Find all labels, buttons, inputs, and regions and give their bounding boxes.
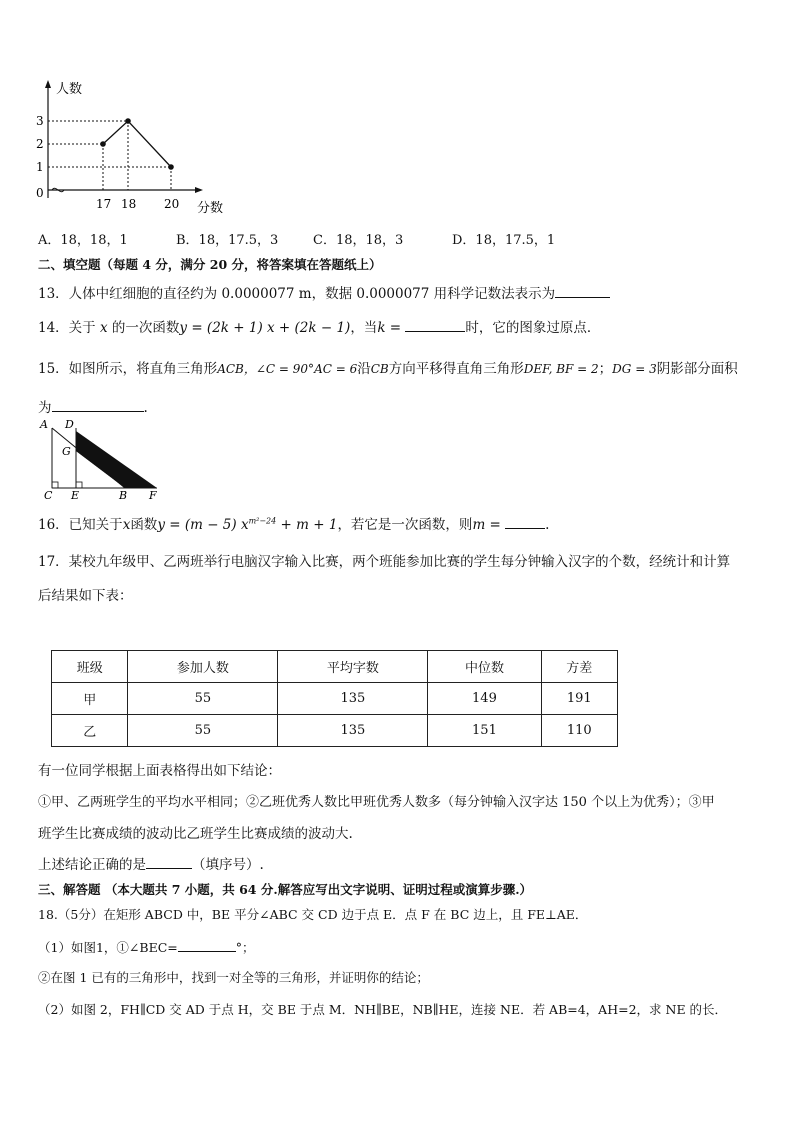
table-header: 平均字数 xyxy=(278,651,428,683)
q14-var: x xyxy=(99,320,108,336)
question-15 xyxy=(38,357,738,377)
label-c: C xyxy=(44,489,53,502)
y-tick-label: 3 xyxy=(36,114,44,128)
label-g: G xyxy=(62,445,71,458)
q15-cb: CB xyxy=(370,362,389,376)
series-line xyxy=(103,121,171,167)
q15-p2: ，∠C = 90° xyxy=(243,362,315,376)
question-15-cont: 为 . xyxy=(38,396,148,416)
q18-line2-prefix: （1）如图1，①∠BEC= xyxy=(38,940,178,955)
table-cell: 110 xyxy=(541,715,617,747)
table-header: 方差 xyxy=(541,651,617,683)
q16-formula-b: + m + 1 xyxy=(276,517,338,533)
table-cell: 55 xyxy=(128,683,278,715)
chart-guides xyxy=(48,121,171,190)
table-cell: 55 xyxy=(128,715,278,747)
label-d: D xyxy=(65,418,74,431)
conclusion-answer-blank[interactable] xyxy=(146,854,192,869)
translated-triangles-figure xyxy=(35,418,165,504)
q15-p4: 沿 xyxy=(357,361,371,377)
option-b[interactable]: B．18，17.5，3 xyxy=(176,233,279,248)
q14-formula: y = (2k + 1) x + (2k − 1) xyxy=(179,320,351,336)
x-axis-label: 分数 xyxy=(197,201,224,216)
q16-answer-blank[interactable] xyxy=(505,514,545,529)
chart-series xyxy=(100,118,174,170)
question-17-line1: 17．某校九年级甲、乙两班举行电脑汉字输入比赛，两个班能参加比赛的学生每分钟输入汉字的个数，经统计和计算 xyxy=(38,554,731,570)
q16-p4: . xyxy=(545,517,550,533)
q16-m-eq: m = xyxy=(472,517,501,533)
table-cell: 甲 xyxy=(52,683,128,715)
question-18-line4: （2）如图 2，FH∥CD 交 AD 于点 H，交 BE 于点 M．NH∥BE，NB∥HE，连接 NE．若 AB=4，AH=2，求 NE 的长． xyxy=(38,1002,728,1017)
conclusion-answer-prefix: 上述结论正确的是 xyxy=(38,857,146,873)
conclusion-answer-suffix: （填序号）. xyxy=(192,857,264,873)
option-c[interactable]: C．18，18，3 xyxy=(313,233,404,248)
option-a[interactable]: A．18，18，1 xyxy=(38,233,128,248)
chart-ticks xyxy=(36,114,179,211)
question-13 xyxy=(38,282,610,302)
q14-suffix: 时，它的图象过原点． xyxy=(465,320,601,336)
conclusion-answer xyxy=(38,853,264,873)
label-a: A xyxy=(40,418,48,431)
q15-tri1: ACB xyxy=(217,362,244,376)
x-tick-label: 20 xyxy=(164,197,180,211)
table-header: 参加人数 xyxy=(128,651,278,683)
table-cell: 135 xyxy=(278,715,428,747)
q16-exponent: m²−24 xyxy=(248,516,277,526)
y-tick-label: 1 xyxy=(36,160,44,174)
y-tick-label: 2 xyxy=(36,137,44,151)
table-cell: 149 xyxy=(428,683,541,715)
q15-p5: 方向平移得直角三角形 xyxy=(388,361,524,377)
conclusion-intro: 有一位同学根据上面表格得出如下结论： xyxy=(38,763,281,779)
q14-prefix: 14．关于 xyxy=(38,320,96,336)
table-header-row xyxy=(52,651,618,683)
q14-k-eq: k = xyxy=(377,320,402,336)
q15-tri2: DEF, BF = 2 xyxy=(523,362,599,376)
q15-p1: 15．如图所示，将直角三角形 xyxy=(38,361,218,377)
data-point xyxy=(168,164,174,170)
question-18-line1: 18.（5分）在矩形 ABCD 中，BE 平分∠ABC 交 CD 边于点 E．点 F 在 BC 边上，且 FE⊥AE． xyxy=(38,907,588,922)
q13-answer-blank[interactable] xyxy=(555,283,610,298)
q15-p7: 阴影部分面积 xyxy=(656,361,738,377)
table-cell: 135 xyxy=(278,683,428,715)
label-e: E xyxy=(71,489,80,502)
y-tick-label: 0 xyxy=(36,186,44,200)
q16-p1: 16．已知关于 xyxy=(38,517,123,533)
option-d[interactable]: D．18，17.5，1 xyxy=(452,233,556,248)
table-row xyxy=(52,683,618,715)
q15-answer-blank[interactable] xyxy=(52,397,144,412)
data-point xyxy=(100,141,106,147)
q16-formula-a: y = (m − 5) x xyxy=(157,517,249,533)
q15-p8: 为 xyxy=(38,400,52,416)
question-17-line2: 后结果如下表： xyxy=(38,588,133,604)
label-f: F xyxy=(149,489,157,502)
label-b: B xyxy=(119,489,128,502)
question-14 xyxy=(38,316,600,336)
question-18-line3: ②在图 1 已有的三角形中，找到一对全等的三角形，并证明你的结论； xyxy=(38,970,429,985)
table-header: 班级 xyxy=(52,651,128,683)
table-cell: 191 xyxy=(541,683,617,715)
q14-mid: 的一次函数 xyxy=(107,320,180,336)
shaded-region-fill xyxy=(76,431,157,488)
q13-text: 13．人体中红细胞的直径约为 0.0000077 m，数据 0.0000077 用科学记数法表示为 xyxy=(38,286,556,302)
q15-p3: AC = 6 xyxy=(314,362,358,376)
q16-p3: ，若它是一次函数，则 xyxy=(337,517,473,533)
question-18-line2 xyxy=(38,937,255,956)
table-cell: 151 xyxy=(428,715,541,747)
q16-var: x xyxy=(122,517,131,533)
results-table xyxy=(51,650,618,747)
x-tick-label: 17 xyxy=(96,197,112,211)
question-16 xyxy=(38,513,549,533)
chart-axes xyxy=(45,80,203,198)
table-row xyxy=(52,715,618,747)
x-tick-label: 18 xyxy=(121,197,137,211)
data-point xyxy=(125,118,131,124)
conclusion-line1: ①甲、乙两班学生的平均水平相同；②乙班优秀人数比甲班优秀人数多（每分钟输入汉字达 150 个以上为优秀）；③甲 xyxy=(38,795,715,810)
table-cell: 乙 xyxy=(52,715,128,747)
q14-answer-blank[interactable] xyxy=(405,317,465,332)
q14-cond: ，当 xyxy=(350,320,378,336)
section-3-title: 三、解答题 （本大题共 7 小题，共 64 分.解答应写出文字说明、证明过程或演算步骤.） xyxy=(38,882,533,897)
q18-line2-suffix: °； xyxy=(235,940,255,955)
section-2-title: 二、填空题（每题 4 分，满分 20 分，将答案填在答题纸上） xyxy=(38,257,382,272)
q18-answer-blank[interactable] xyxy=(178,937,236,952)
table-header: 中位数 xyxy=(428,651,541,683)
q15-p6: ； xyxy=(598,361,613,377)
y-axis-label: 人数 xyxy=(56,82,83,97)
score-count-chart xyxy=(30,78,230,218)
q16-p2: 函数 xyxy=(130,517,158,533)
q15-dg: DG = 3 xyxy=(612,362,657,376)
conclusion-line2: 班学生比赛成绩的波动比乙班学生比赛成绩的波动大. xyxy=(38,826,353,842)
